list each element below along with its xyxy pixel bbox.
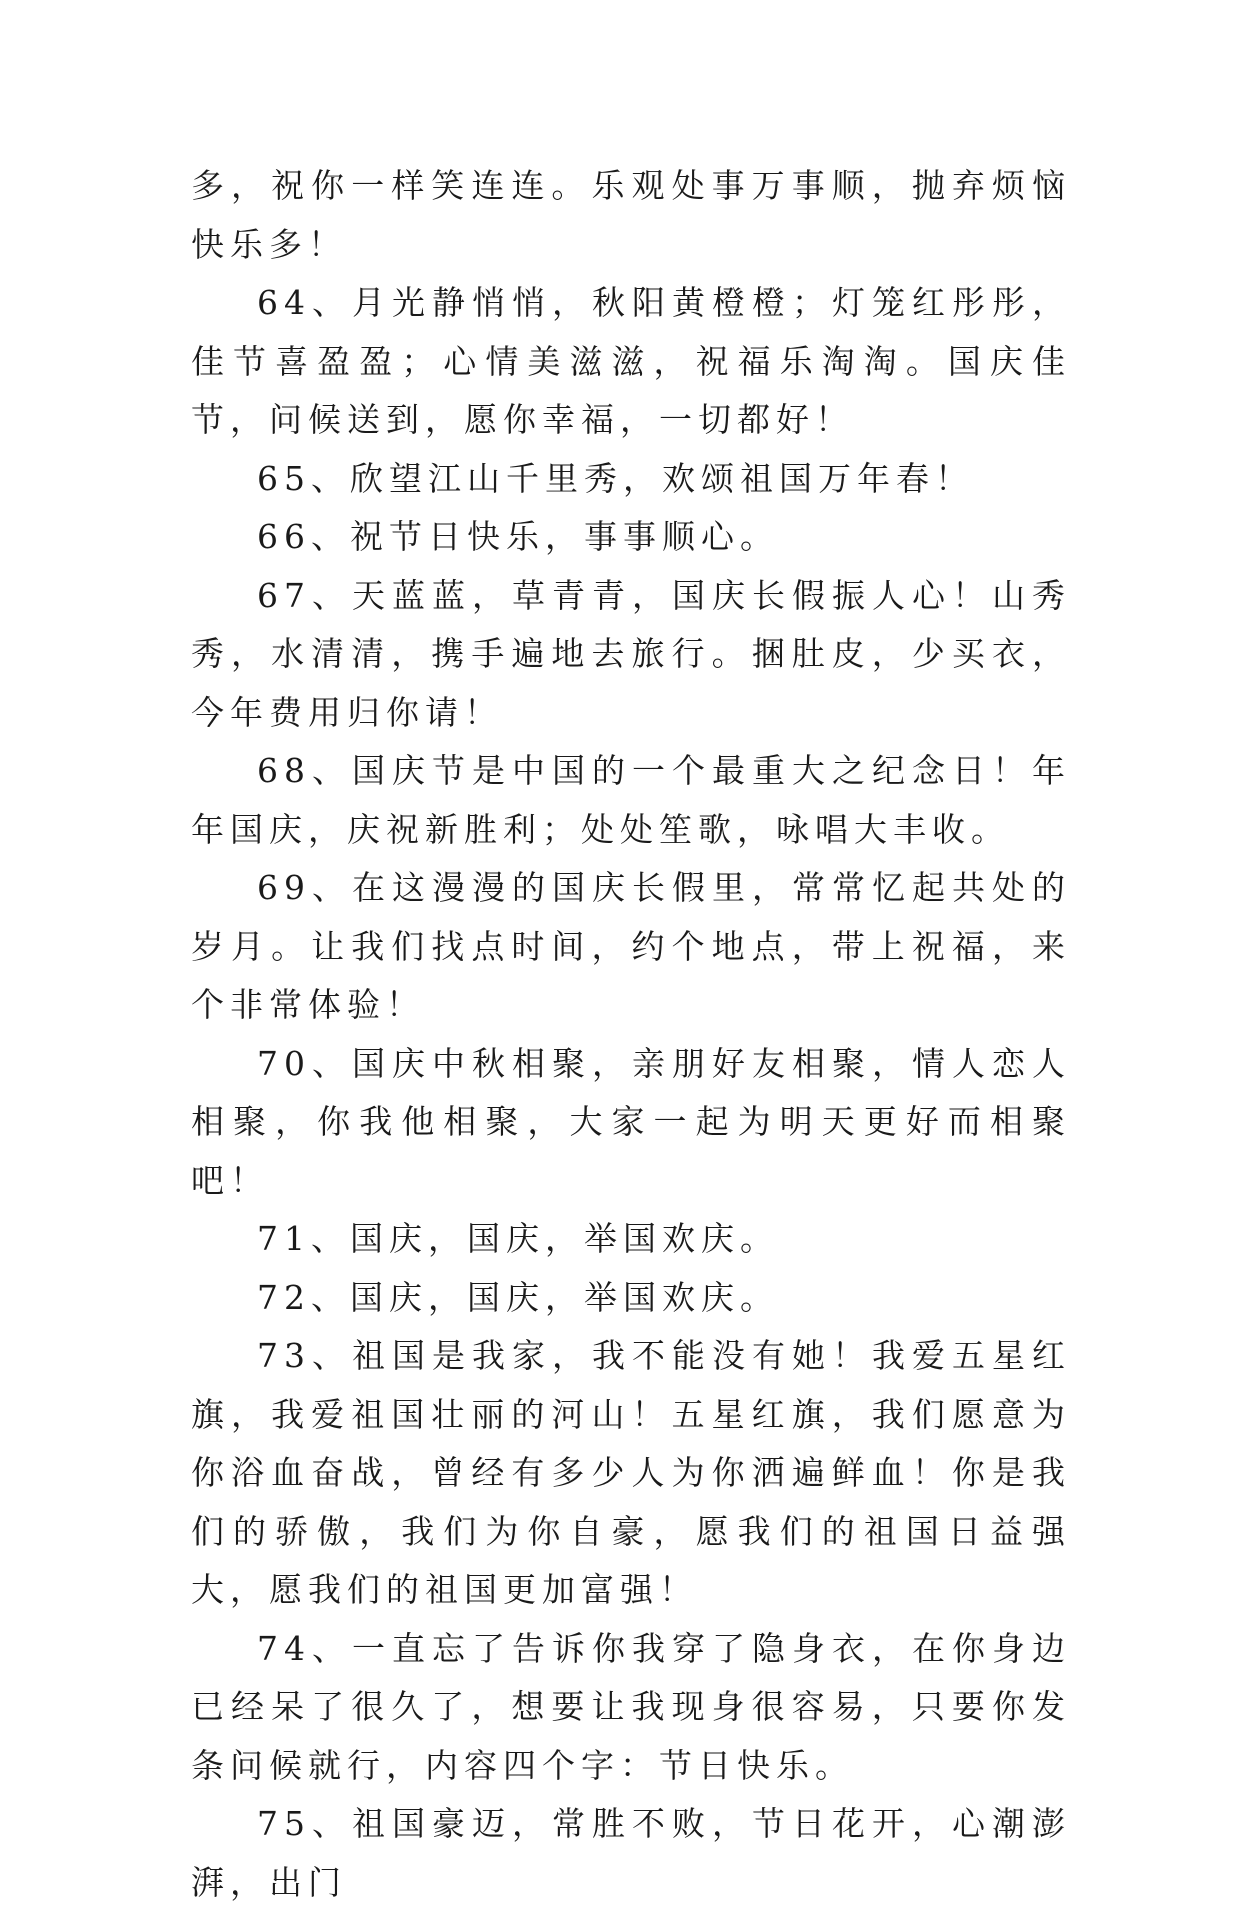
paragraph-65: 65、欣望江山千里秀，欢颂祖国万年春！: [257, 458, 974, 498]
paragraph-71: 71、国庆，国庆，举国欢庆。: [257, 1219, 779, 1258]
paragraph-73: 73、祖国是我家，我不能没有她！我爱五星红旗，我爱祖国壮丽的河山！五星红旗，我们愿意为你浴血奋战，曾经有多少人为你洒遍鲜血！你是我们的骄傲，我们为你自豪，愿我们的祖国日益强大，愿我们的祖国更加富强！: [191, 1336, 1071, 1609]
paragraph-0: 多，祝你一样笑连连。乐观处事万事顺，抛弃烦恼快乐多！: [191, 166, 1071, 264]
paragraph-70: 70、国庆中秋相聚，亲朋好友相聚，情人恋人相聚，你我他相聚，大家一起为明天更好而相聚吧！: [191, 1043, 1071, 1200]
document-body: [191, 157, 1071, 1912]
paragraph-64: 64、月光静悄悄，秋阳黄橙橙；灯笼红彤彤，佳节喜盈盈；心情美滋滋，祝福乐淘淘。国庆佳节，问候送到，愿你幸福，一切都好！: [191, 283, 1071, 439]
paragraph-72: 72、国庆，国庆，举国欢庆。: [257, 1277, 779, 1317]
paragraph-67: 67、天蓝蓝，草青青，国庆长假振人心！山秀秀，水清清，携手遍地去旅行。捆肚皮，少买衣，今年费用归你请！: [191, 575, 1071, 732]
paragraph-68: 68、国庆节是中国的一个最重大之纪念日！年年国庆，庆祝新胜利；处处笙歌，咏唱大丰收。: [191, 751, 1071, 849]
paragraph-66: 66、祝节日快乐，事事顺心。: [257, 517, 779, 556]
paragraph-69: 69、在这漫漫的国庆长假里，常常忆起共处的岁月。让我们找点时间，约个地点，带上祝福，来个非常体验！: [191, 868, 1071, 1024]
paragraph-74: 74、一直忘了告诉你我穿了隐身衣，在你身边已经呆了很久了，想要让我现身很容易，只要你发条问候就行，内容四个字：节日快乐。: [191, 1628, 1071, 1785]
paragraph-75: 75、祖国豪迈，常胜不败，节日花开，心潮澎湃，出门: [191, 1804, 1071, 1902]
